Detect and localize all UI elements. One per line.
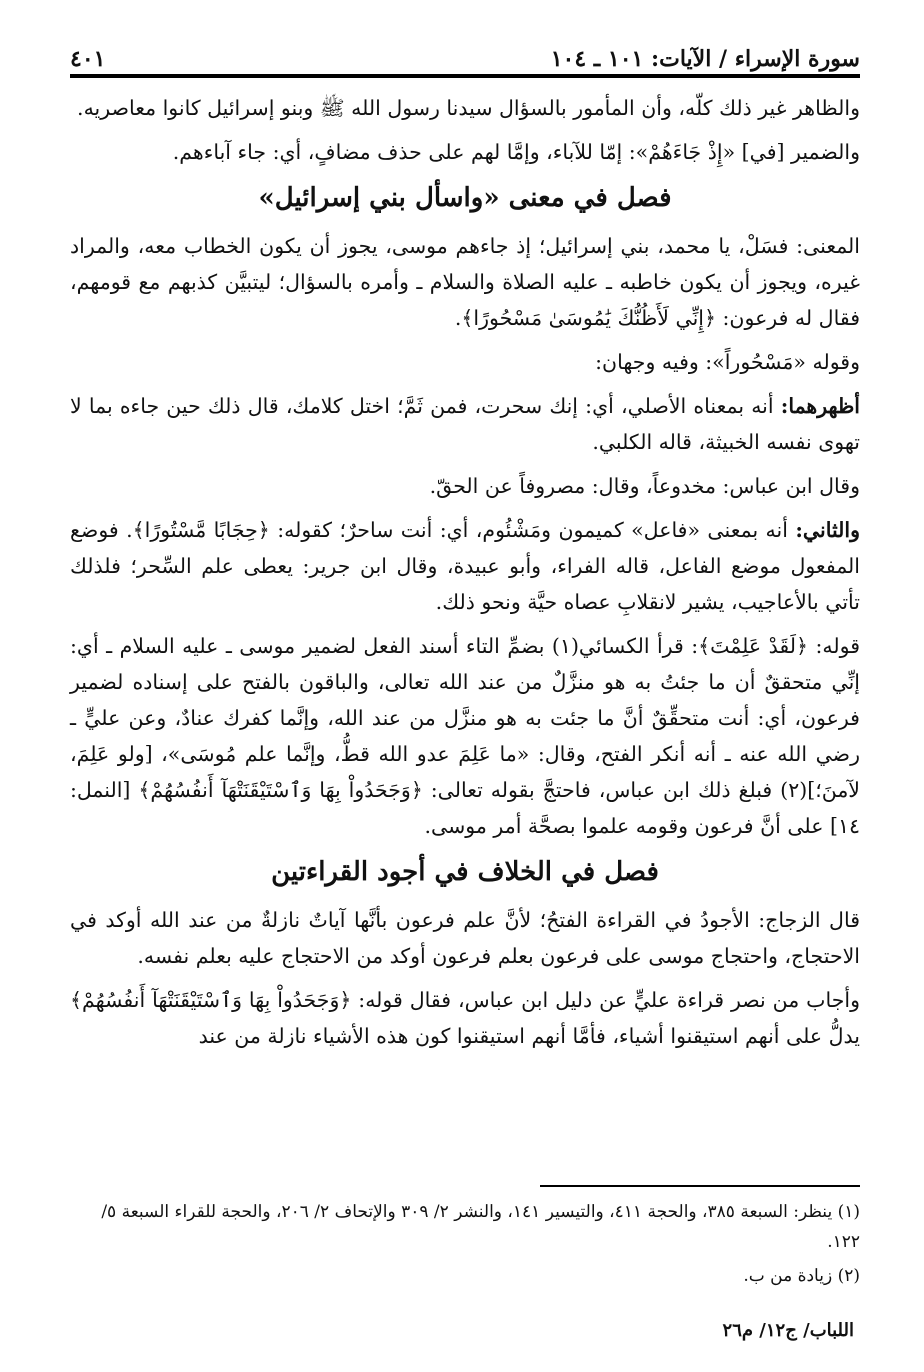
footnotes (70, 1185, 860, 1295)
paragraph: وقال ابن عباس: مخدوعاً، وقال: مصروفاً عن الحقّ. (429, 474, 860, 498)
printer-signature: اللباب/ ج١٢/ م٢٦ (722, 1320, 854, 1341)
paragraph: والضمير [في] «إِذْ جَاءَهُمْ»: إمّا للآباء، وإمَّا لهم على حذف مضافٍ، أي: جاء آباءهم. (172, 140, 860, 164)
paragraph: وقوله «مَسْحُوراً»: وفيه وجهان: (595, 350, 860, 374)
paragraph: قال الزجاج: الأجودُ في القراءة الفتحُ؛ لأنَّ علم فرعون بأنَّها آياتٌ نازلةٌ من عند الله أوكد في الاحتجاج، واحتجاج موسى على فرعون بعلم فرعون أوكد من الاحتجاج عليه بعلم نفسه. (70, 908, 860, 968)
paragraph: قوله: ﴿لَقَدْ عَلِمْتَ﴾: قرأ الكسائي(١) بضمِّ التاء أسند الفعل لضمير موسى ـ عليه السلام ـ أي: إنِّي متحققٌ أن ما جئتُ به هو منزَّلٌ من عند الله تعالى، والباقون بالفتح على إسناده لضمير فرعون، أي: أنت متحقِّقٌ أنَّ ما جئت به هو منزَّل من عند الله، وإنَّما كفرك عنادٌ، وعن عليٍّ ـ رضي الله عنه ـ أنه أنكر الفتح، وقال: «ما عَلِمَ عدو الله قطُّ، وإنَّما علم مُوسَى»، [ولو عَلِمَ، لآمنَ؛](٢) فبلغ ذلك ابن عباس، فاحتجَّ بقوله تعالى: ﴿وَجَحَدُواْ بِهَا وَٱسْتَيْقَنَتْهَآ أَنفُسُهُمْ﴾ [النمل: ١٤] على أنَّ فرعون وقومه علموا بصحَّة أمر موسى. (70, 634, 860, 838)
page-number: ٤٠١ (70, 46, 106, 72)
footnote: (٢) زيادة من ب. (743, 1266, 860, 1286)
footnote-divider (540, 1185, 860, 1187)
main-text (70, 90, 860, 1054)
paragraph-text: أنه بمعناه الأصلي، أي: إنك سحرت، فمن ثَمَّ؛ اختل كلامك، قال ذلك حين جاءه بما لا تهوى نفسه الخبيثة، قاله الكلبي. (70, 394, 860, 454)
header-title: سورة الإسراء / الآيات: ١٠١ ـ ١٠٤ (550, 46, 860, 72)
running-header (70, 30, 860, 78)
page (70, 30, 860, 1062)
paragraph: المعنى: فسَلْ، يا محمد، بني إسرائيل؛ إذ جاءهم موسى، يجوز أن يكون الخطاب معه، والمراد غيره، ويجوز أن يكون خاطبه ـ عليه الصلاة والسلام ـ وأمره بالسؤال؛ ليتبيَّن كذبهم مع قومهم، فقال له فرعون: ﴿إِنِّي لَأَظُنُّكَ يَٰمُوسَىٰ مَسْحُورًا﴾. (70, 234, 860, 330)
paragraph: وأجاب من نصر قراءة عليٍّ عن دليل ابن عباس، فقال قوله: ﴿وَجَحَدُواْ بِهَا وَٱسْتَيْقَنَتْهَآ أَنفُسُهُمْ﴾ يدلُّ على أنهم استيقنوا أشياء، فأمَّا أنهم استيقنوا كون هذه الأشياء نازلة من عند (70, 988, 860, 1048)
paragraph-lead: والثاني: (795, 518, 860, 542)
footnote: (١) ينظر: السبعة ٣٨٥، والحجة ٤١١، والتيسير ١٤١، والنشر ٢/ ٣٠٩ والإتحاف ٢/ ٢٠٦، والحجة للقراء السبعة ٥/ ١٢٢. (101, 1202, 860, 1252)
section-heading: فصل في الخلاف في أجود القراءتين (271, 857, 659, 887)
paragraph (70, 388, 860, 460)
paragraph-text: أنه بمعنى «فاعل» كميمون ومَشْئُوم، أي: أنت ساحرٌ؛ كقوله: ﴿حِجَابًا مَّسْتُورًا﴾. فوضع المفعول موضع الفاعل، قاله الفراء، وأبو عبيدة، وقال ابن جرير: يعطى علم السِّحر؛ فلذلك تأتي بالأعاجيب، يشير لانقلابِ عصاه حيَّة ونحو ذلك. (70, 518, 860, 614)
paragraph (70, 512, 860, 620)
paragraph: والظاهر غير ذلك كلّه، وأن المأمور بالسؤال سيدنا رسول الله ﷺ وبنو إسرائيل كانوا معاصريه. (77, 96, 860, 120)
paragraph-lead: أظهرهما: (780, 394, 860, 418)
section-heading: فصل في معنى «واسأل بني إسرائيل» (258, 183, 672, 213)
